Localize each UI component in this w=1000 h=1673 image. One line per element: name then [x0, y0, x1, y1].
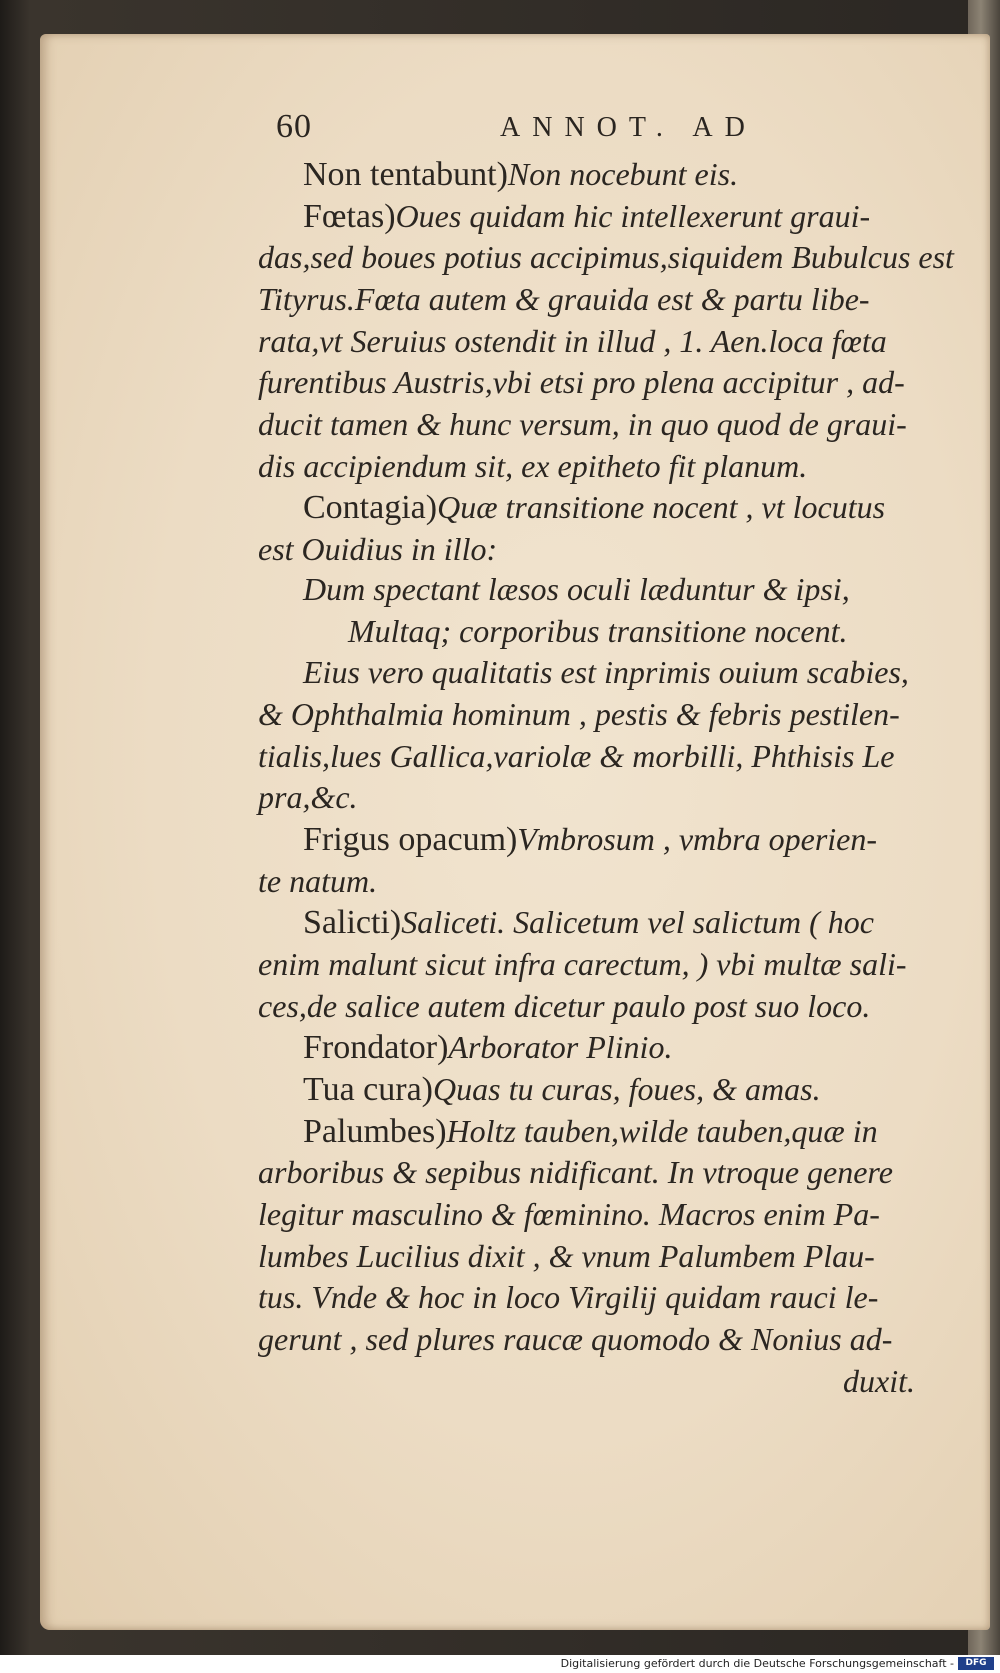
annotation-text: Holtz tauben,wilde tauben,quæ in [446, 1113, 878, 1149]
text-line [348, 615, 848, 647]
running-head: ANNOT. AD [500, 112, 757, 143]
text-line [303, 1073, 821, 1107]
annotation-text: Quas tu curas, foues, & amas. [433, 1071, 821, 1107]
text-line [303, 200, 870, 234]
text-line [258, 533, 497, 565]
annotation-text: Arborator Plinio. [448, 1029, 673, 1065]
text-line [303, 823, 877, 857]
annotation-text: legitur masculino & fœminino. Macros enim Pa- [258, 1196, 880, 1232]
annotation-text: Oues quidam hic intellexerunt graui- [395, 198, 871, 234]
lemma: Contagia) [303, 489, 438, 526]
annotation-text: das,sed boues potius accipimus,siquidem Bubulcus est [258, 239, 954, 275]
text-line [258, 241, 954, 273]
annotation-text: dis accipiendum sit, ex epitheto fit planum. [258, 448, 808, 484]
annotation-text: rata,vt Seruius ostendit in illud , 1. Aen.loca fœta [258, 323, 887, 359]
annotation-text: arboribus & sepibus nidificant. In vtroque genere [258, 1154, 893, 1190]
lemma: Frigus opacum) [303, 821, 518, 858]
text-line [258, 1198, 880, 1230]
text-line [258, 865, 377, 897]
text-line [303, 1031, 672, 1065]
annotation-text: tus. Vnde & hoc in loco Virgilij quidam rauci le- [258, 1279, 879, 1315]
text-line [258, 408, 907, 440]
dfg-logo: DFG [958, 1657, 994, 1670]
annotation-text: duxit. [843, 1363, 915, 1399]
text-line [843, 1365, 915, 1397]
annotation-text: lumbes Lucilius dixit , & vnum Palumbem Plau- [258, 1238, 875, 1274]
lemma: Salicti) [303, 904, 402, 941]
text-line [303, 906, 874, 940]
annotation-text: furentibus Austris,vbi etsi pro plena accipitur , ad- [258, 364, 905, 400]
lemma: Non tentabunt) [303, 156, 508, 193]
text-line [303, 158, 738, 192]
lemma: Fœtas) [303, 198, 396, 235]
annotation-text: Eius vero qualitatis est inprimis ouium scabies, [303, 654, 909, 690]
text-line [303, 573, 850, 605]
annotation-text: Multaq; corporibus transitione nocent. [348, 613, 848, 649]
annotation-text: Saliceti. Salicetum vel salictum ( hoc [401, 904, 874, 940]
annotation-text: tialis,lues Gallica,variolæ & morbilli, Phthisis Le [258, 738, 895, 774]
annotation-text: ces,de salice autem dicetur paulo post suo loco. [258, 988, 871, 1024]
annotation-text: pra,&c. [258, 779, 358, 815]
lemma: Frondator) [303, 1029, 449, 1066]
annotation-text: est Ouidius in illo: [258, 531, 498, 567]
text-line [258, 1240, 875, 1272]
text-line [258, 1156, 893, 1188]
annotation-text: gerunt , sed plures raucæ quomodo & Nonius ad- [258, 1321, 893, 1357]
annotation-text: te natum. [258, 863, 378, 899]
text-line [303, 1115, 878, 1149]
lemma: Tua cura) [303, 1071, 433, 1108]
page-number: 60 [276, 108, 312, 145]
text-line [258, 740, 894, 772]
text-line [258, 948, 907, 980]
annotation-text: Tityrus.Fœta autem & grauida est & partu libe- [258, 281, 870, 317]
text-line [303, 656, 909, 688]
text-line [258, 366, 905, 398]
annotation-text: ducit tamen & hunc versum, in quo quod de graui- [258, 406, 907, 442]
annotation-text: Quæ transitione nocent , vt locutus [437, 489, 886, 525]
annotation-text: enim malunt sicut infra carectum, ) vbi multæ sali- [258, 946, 907, 982]
text-line [258, 325, 887, 357]
text-line [258, 1281, 878, 1313]
footer-credit: Digitalisierung gefördert durch die Deutsche Forschungsgemeinschaft - [560, 1657, 954, 1670]
lemma: Palumbes) [303, 1113, 447, 1150]
text-line [258, 283, 870, 315]
annotation-text: & Ophthalmia hominum , pestis & febris pestilen- [258, 696, 900, 732]
text-line [258, 450, 807, 482]
text-line [258, 698, 900, 730]
text-line [303, 491, 885, 525]
annotation-text: Dum spectant læsos oculi læduntur & ipsi, [303, 571, 850, 607]
text-line [258, 990, 870, 1022]
text-line [258, 781, 358, 813]
annotation-text: Non nocebunt eis. [507, 156, 739, 192]
text-line [258, 1323, 892, 1355]
annotation-text: Vmbrosum , vmbra operien- [517, 821, 878, 857]
